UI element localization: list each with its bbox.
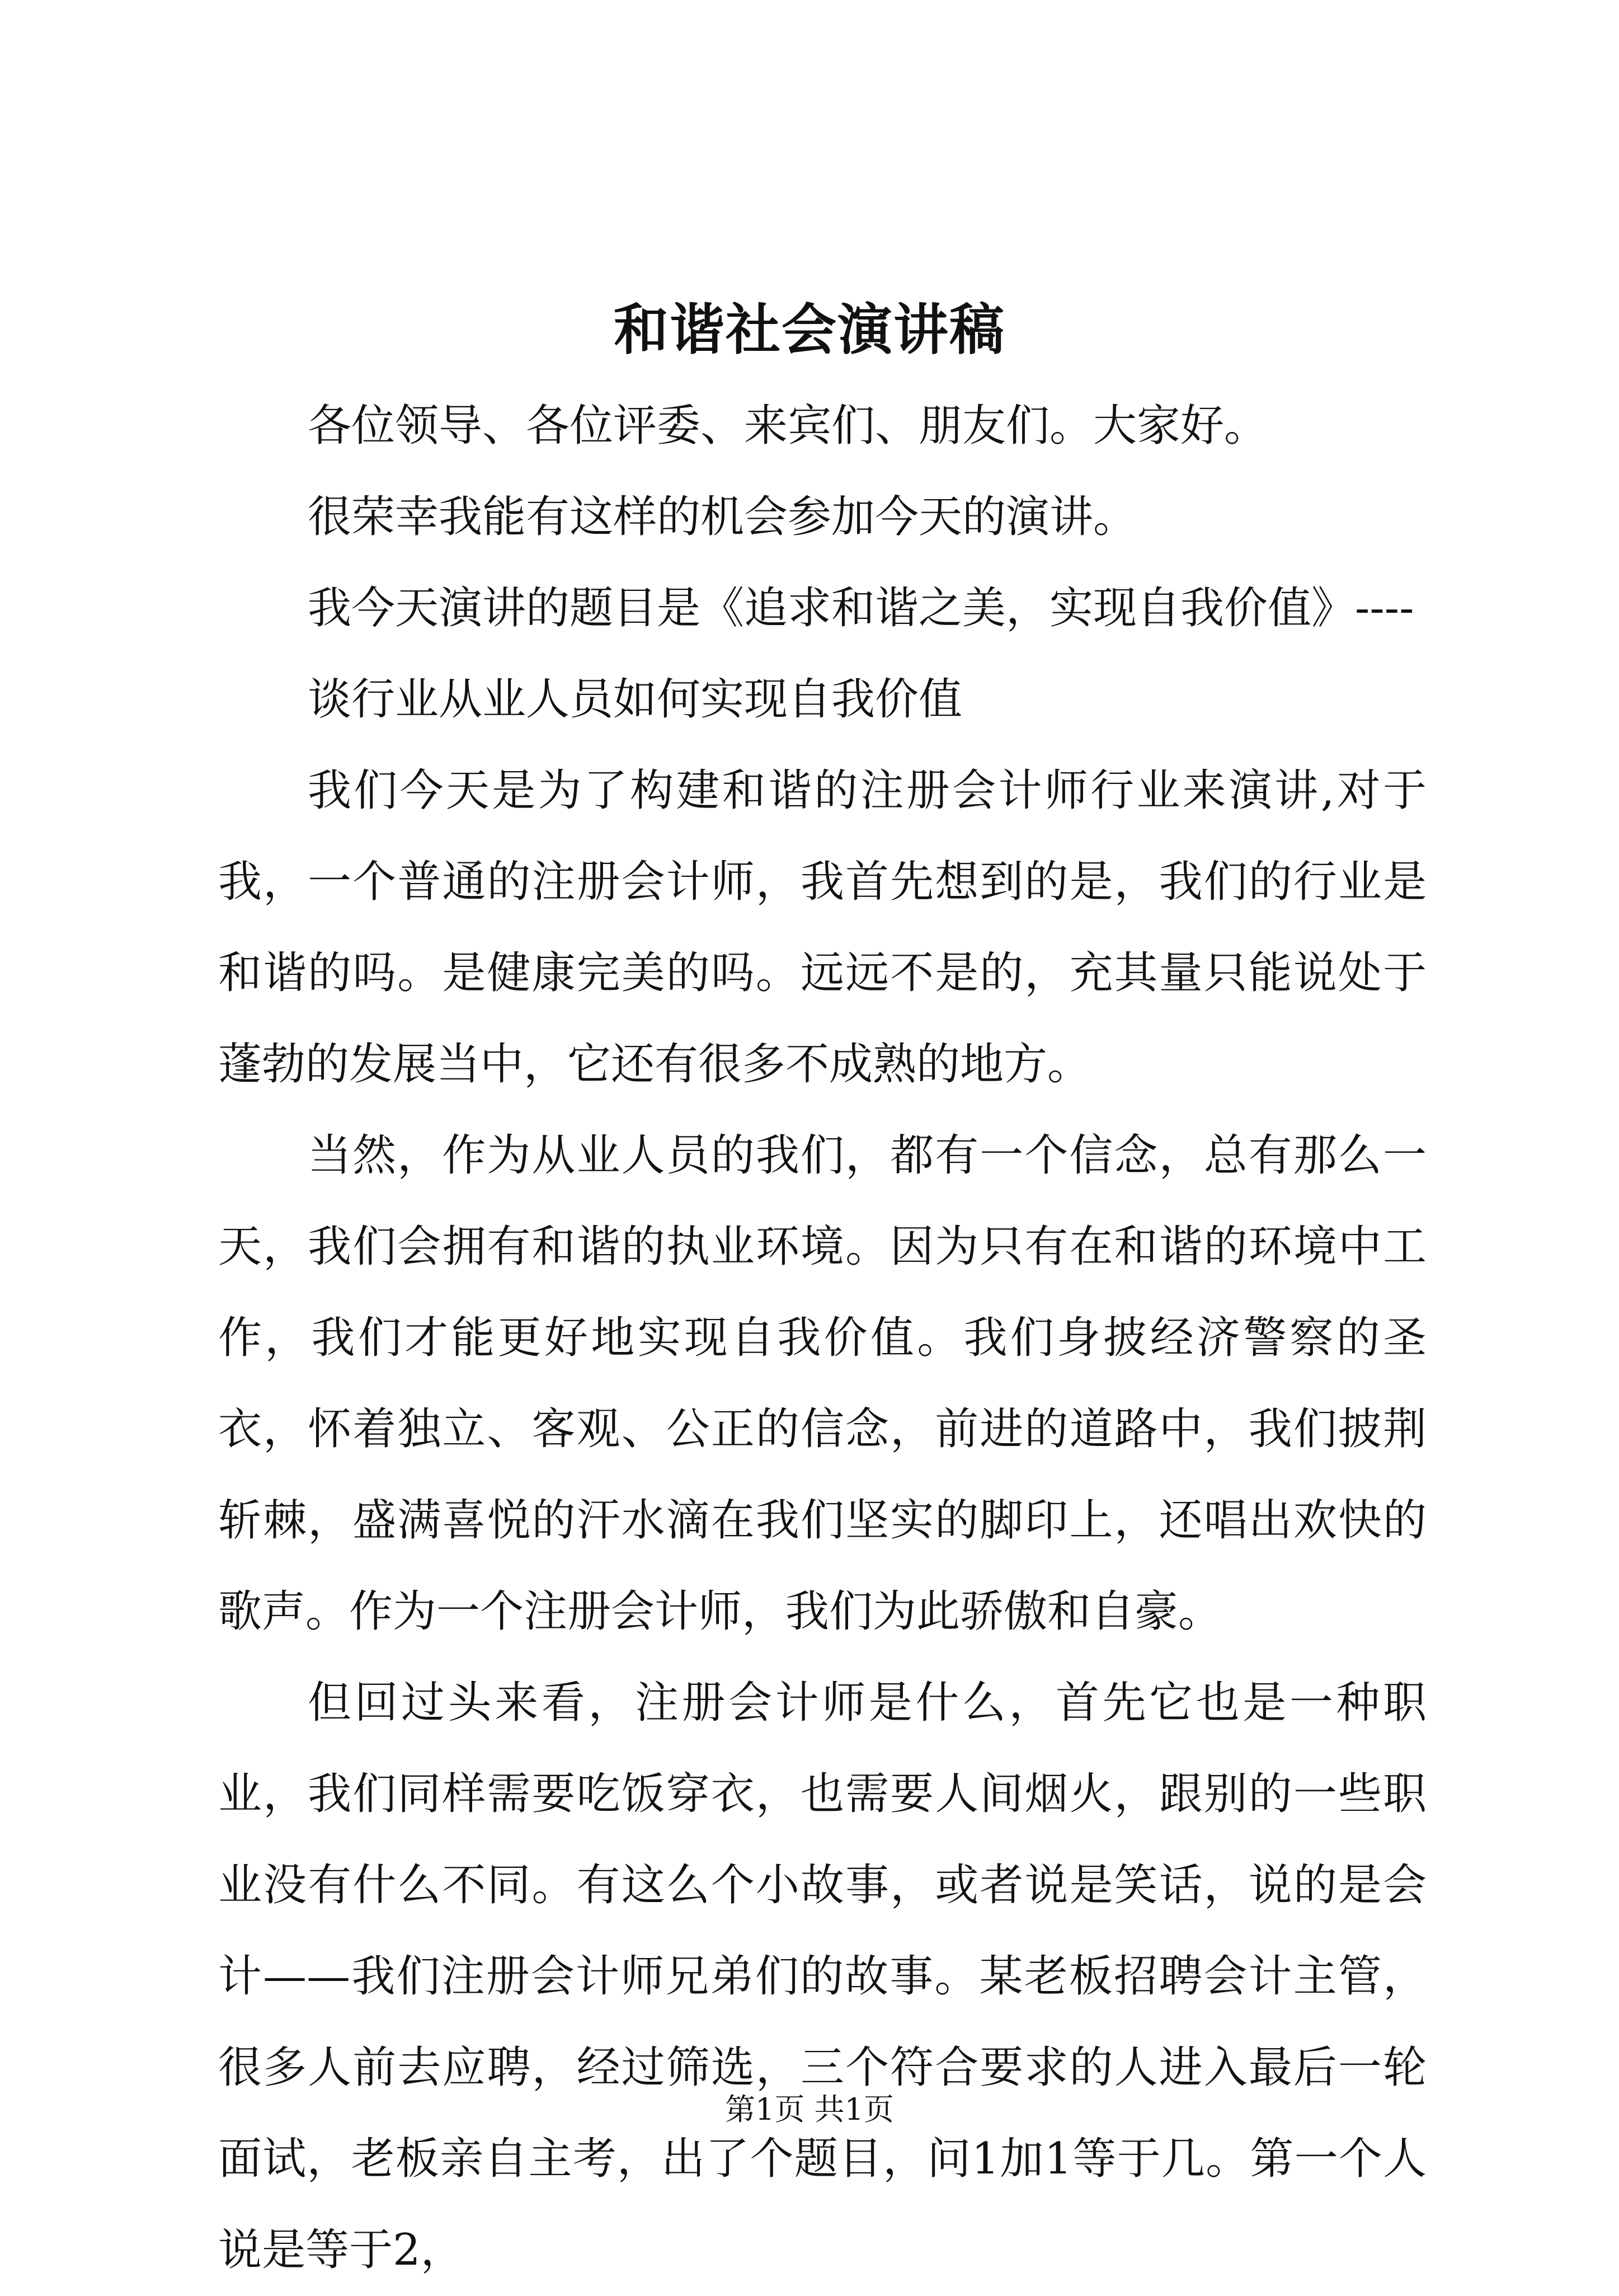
paragraph-honor: 很荣幸我能有这样的机会参加今天的演讲。 xyxy=(308,492,1137,542)
paragraph-topic: 我今天演讲的题目是《追求和谐之美，实现自我价值》---- xyxy=(308,583,1414,633)
paragraph-story: 但回过头来看，注册会计师是什么，首先它也是一种职业，我们同样需要吃饭穿衣，也需要人间烟火，跟别的一些职业没有什么不同。有这么个小故事，或者说是笑话，说的是会计——我们注册会计师兄弟们的故事。某老板招聘会计主管，很多人前去应聘，经过筛选，三个符合要求的人进入最后一轮面试，老板亲自主考，出了个题目，问1加1等于几。第一个人说是等于2， xyxy=(218,1678,1427,2275)
paragraph-subtopic: 谈行业从业人员如何实现自我价值 xyxy=(308,674,963,725)
paragraph-industry: 我们今天是为了构建和谐的注册会计师行业来演讲,对于我，一个普通的注册会计师，我首先想到的是，我们的行业是和谐的吗。是健康完美的吗。远远不是的，充其量只能说处于蓬勃的发展当中，它还有很多不成熟的地方。 xyxy=(218,766,1427,1090)
paragraph-greeting: 各位领导、各位评委、来宾们、朋友们。大家好。 xyxy=(308,401,1268,451)
document-body xyxy=(218,381,1427,2296)
paragraph-belief: 当然，作为从业人员的我们，都有一个信念，总有那么一天，我们会拥有和谐的执业环境。因为只有在和谐的环境中工作，我们才能更好地实现自我价值。我们身披经济警察的圣衣，怀着独立、客观、公正的信念，前进的道路中，我们披荆斩棘，盛满喜悦的汗水滴在我们坚实的脚印上，还唱出欢快的歌声。作为一个注册会计师，我们为此骄傲和自豪。 xyxy=(218,1130,1427,1637)
page-footer: 第1页 共1页 xyxy=(725,2092,894,2127)
document-title: 和谐社会演讲稿 xyxy=(613,298,1005,362)
